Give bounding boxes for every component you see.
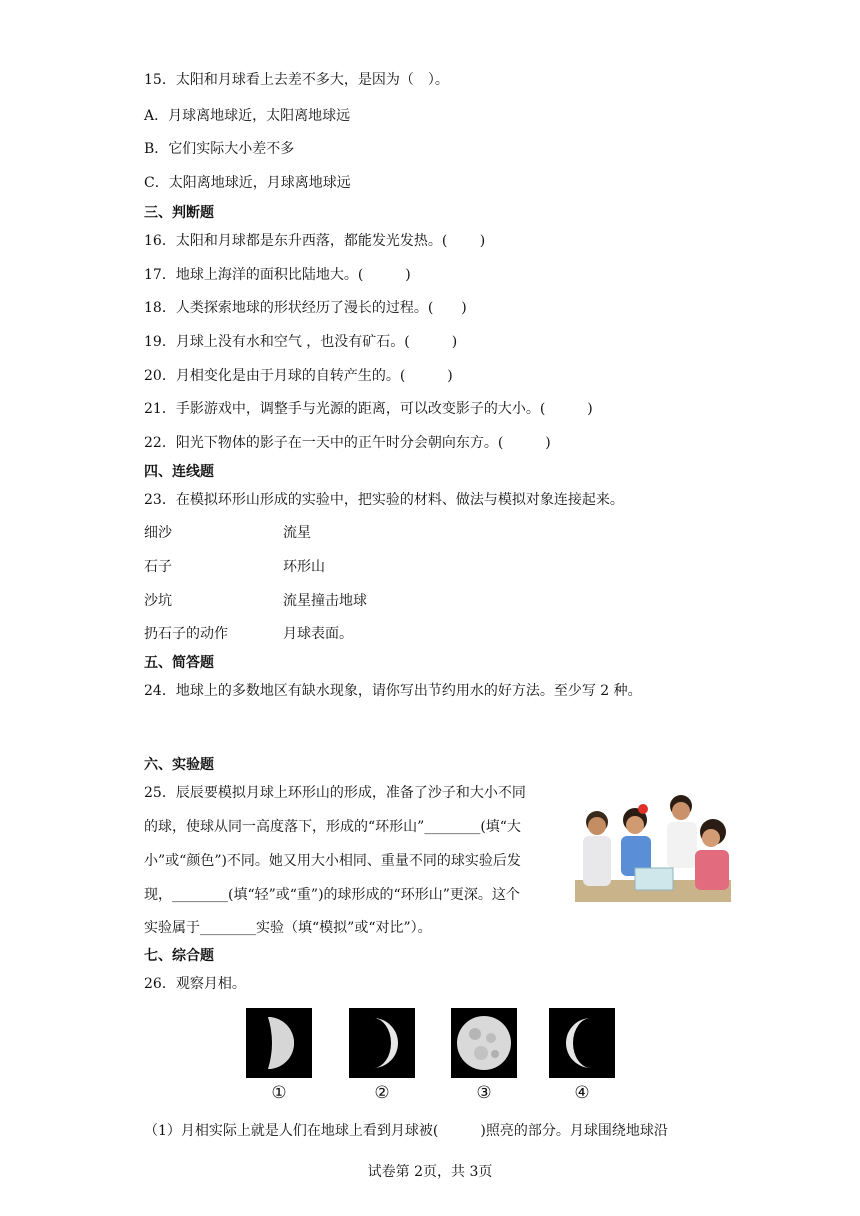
q15-option-b: B．它们实际大小差不多 [144, 141, 295, 157]
judge-item-21: 21．手影游戏中，调整手与光源的距离，可以改变影子的大小。( ) [144, 401, 593, 417]
moon-phase-4-label: ④ [574, 1083, 590, 1103]
q23-right-item: 流星 [283, 525, 311, 541]
q25-line: 现，________(填“轻”或“重”)的球形成的“环形山”更深。这个 [144, 887, 520, 903]
q23-right-item: 月球表面。 [283, 626, 353, 642]
q23-right-item: 环形山 [283, 559, 325, 575]
moon-phase-2-label: ② [374, 1083, 390, 1103]
section-3-title: 三、判断题 [144, 205, 214, 221]
moon-phase-1-image [246, 1008, 312, 1078]
q23-left-item: 细沙 [144, 525, 172, 541]
section-6-title: 六、实验题 [144, 757, 214, 773]
page-footer: 试卷第 2页，共 3页 [367, 1164, 493, 1180]
moon-phase-3-label: ③ [476, 1083, 492, 1103]
q15-option-c: C．太阳离地球近，月球离地球远 [144, 175, 351, 191]
q15-option-a: A．月球离地球近，太阳离地球远 [144, 108, 351, 124]
judge-item-16: 16．太阳和月球都是东升西落，都能发光发热。( ) [144, 233, 486, 249]
q26-sub1: （1）月相实际上就是人们在地球上看到月球被( )照亮的部分。月球围绕地球沿 [144, 1123, 668, 1139]
q25-line: 小”或“颜色”)不同。她又用大小相同、重量不同的球实验后发 [144, 853, 521, 869]
judge-item-18: 18．人类探索地球的形状经历了漫长的过程。( ) [144, 300, 467, 316]
q25-line: 的球，使球从同一高度落下，形成的“环形山”________(填“大 [144, 819, 521, 835]
q15-stem: 15．太阳和月球看上去差不多大，是因为（ ）。 [144, 72, 449, 88]
q25-line: 实验属于________实验（填“模拟”或“对比”）。 [144, 920, 432, 936]
judge-item-20: 20．月相变化是由于月球的自转产生的。( ) [144, 368, 453, 384]
q24-stem: 24．地球上的多数地区有缺水现象，请你写出节约用水的好方法。至少写 2 种。 [144, 683, 642, 699]
judge-item-17: 17．地球上海洋的面积比陆地大。( ) [144, 267, 411, 283]
judge-item-22: 22．阳光下物体的影子在一天中的正午时分会朝向东方。( ) [144, 435, 551, 451]
q23-left-item: 石子 [144, 559, 172, 575]
section-5-title: 五、简答题 [144, 655, 214, 671]
q25-line: 25．辰辰要模拟月球上环形山的形成，准备了沙子和大小不同 [144, 785, 526, 801]
q23-right-item: 流星撞击地球 [283, 593, 367, 609]
moon-phase-1-label: ① [271, 1083, 287, 1103]
q23-left-item: 扔石子的动作 [144, 626, 228, 642]
section-4-title: 四、连线题 [144, 464, 214, 480]
moon-phase-3-image [451, 1008, 517, 1078]
q23-left-item: 沙坑 [144, 593, 172, 609]
q23-stem: 23．在模拟环形山形成的实验中，把实验的材料、做法与模拟对象连接起来。 [144, 492, 624, 508]
children-experiment-photo [575, 792, 731, 902]
q26-stem: 26．观察月相。 [144, 976, 246, 992]
section-7-title: 七、综合题 [144, 948, 214, 964]
judge-item-19: 19．月球上没有水和空气 ，也没有矿石。( ) [144, 334, 458, 350]
moon-phase-2-image [349, 1008, 415, 1078]
moon-phase-4-image [549, 1008, 615, 1078]
